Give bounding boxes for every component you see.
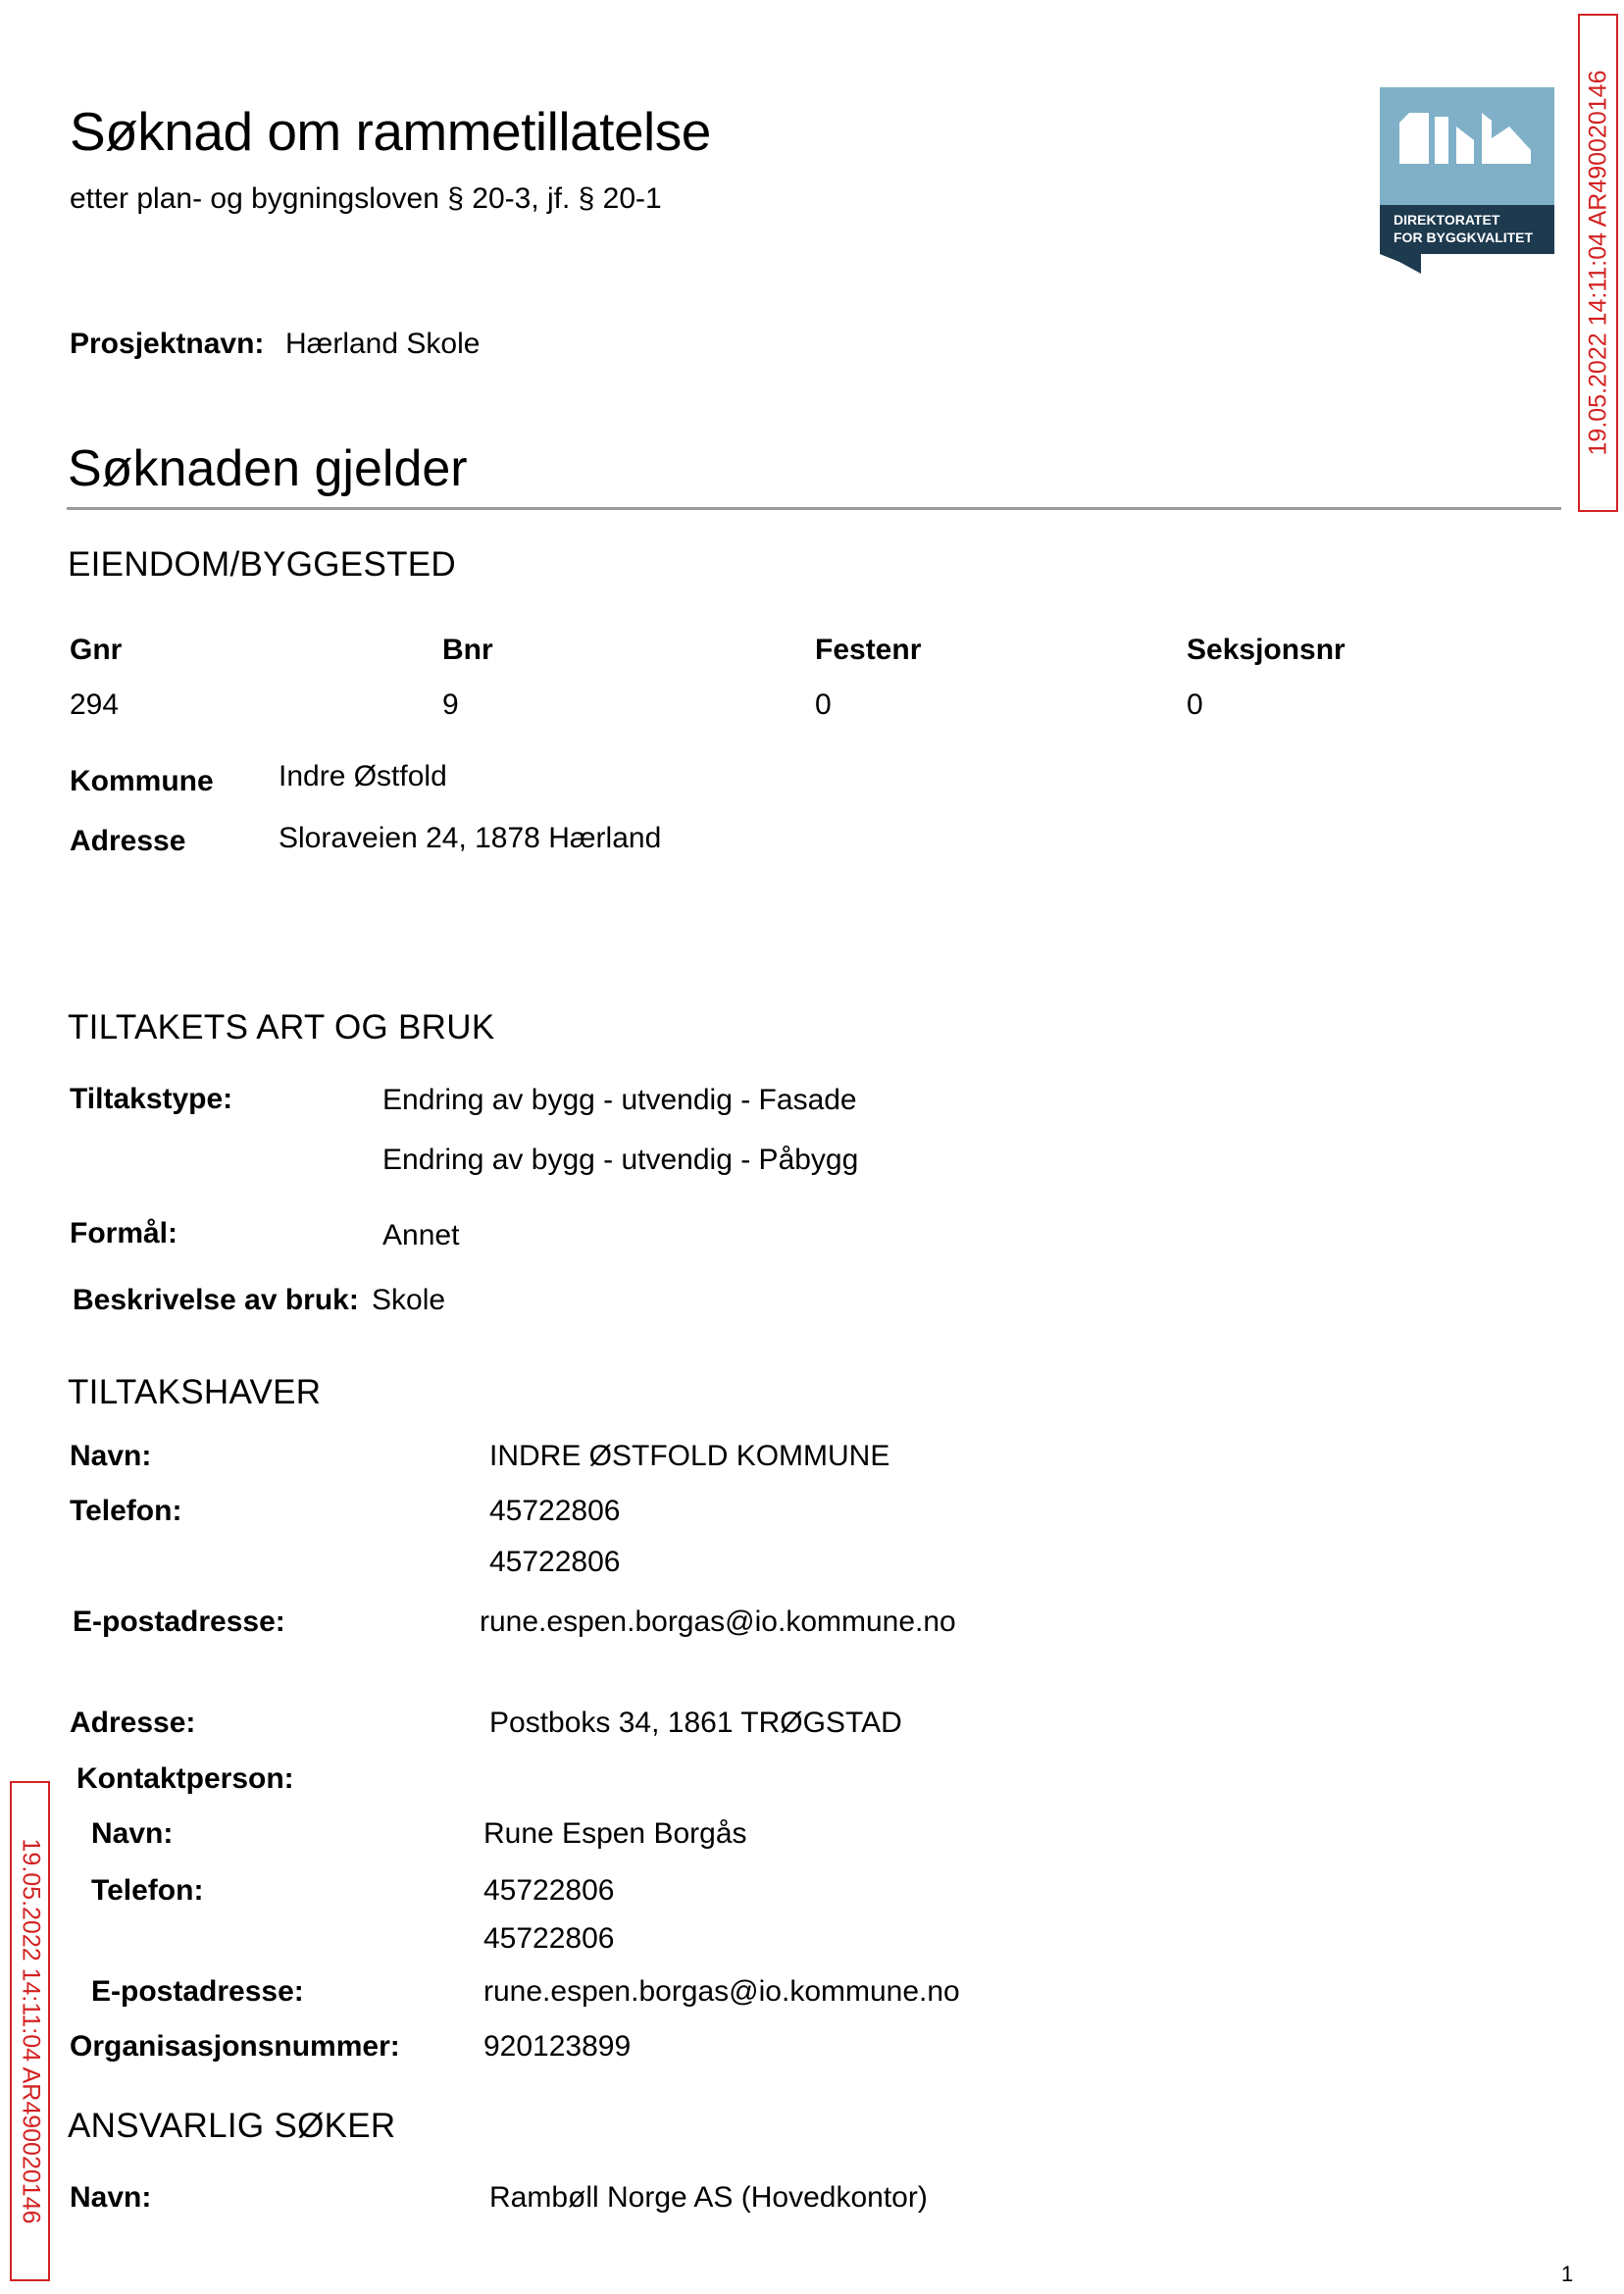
bruk-value: Skole — [372, 1284, 446, 1316]
tiltakshaver-telefon-value-2: 45722806 — [489, 1546, 621, 1578]
document-subtitle: etter plan- og bygningsloven § 20-3, jf. § 20-1 — [70, 182, 662, 215]
kontakt-telefon-value-1: 45722806 — [483, 1874, 615, 1907]
document-title: Søknad om rammetillatelse — [70, 101, 711, 162]
tiltakshaver-navn-value: INDRE ØSTFOLD KOMMUNE — [489, 1440, 890, 1472]
bnr-value: 9 — [442, 688, 459, 721]
ansvarlig-navn-label: Navn: — [70, 2181, 152, 2214]
dibk-logo — [1380, 87, 1554, 275]
project-label: Prosjektnavn: — [70, 328, 265, 360]
ansvarlig-heading: ANSVARLIG SØKER — [68, 2107, 396, 2145]
kontakt-navn-label: Navn: — [91, 1817, 174, 1850]
formal-label: Formål: — [70, 1217, 178, 1249]
tiltakstype-label: Tiltakstype: — [70, 1083, 233, 1115]
festenr-label: Festenr — [815, 634, 922, 666]
seksjonsnr-value: 0 — [1187, 688, 1203, 721]
kontakt-epost-value: rune.espen.borgas@io.kommune.no — [483, 1975, 960, 2008]
kommune-label: Kommune — [70, 765, 214, 797]
date-stamp-bottom — [10, 1781, 50, 2281]
stamp-text: 19.05.2022 14:11:04 AR490020146 — [1584, 70, 1611, 456]
logo-text-line2: FOR BYGGKVALITET — [1394, 229, 1534, 245]
tiltakstype-value-2: Endring av bygg - utvendig - Påbygg — [382, 1144, 859, 1176]
page-number: 1 — [1561, 2262, 1574, 2286]
kommune-value: Indre Østfold — [279, 760, 447, 792]
tiltakshaver-adresse-label: Adresse: — [70, 1707, 196, 1739]
tiltak-heading: TILTAKETS ART OG BRUK — [68, 1008, 495, 1046]
date-stamp-top — [1578, 14, 1618, 512]
stamp-text: 19.05.2022 14:11:04 AR490020146 — [17, 1838, 44, 2224]
project-value: Hærland Skole — [285, 328, 481, 360]
kontakt-telefon-label: Telefon: — [91, 1874, 204, 1907]
formal-value: Annet — [382, 1219, 460, 1251]
eiendom-heading: EIENDOM/BYGGESTED — [68, 545, 456, 584]
dibk-logo-icon — [1380, 87, 1554, 275]
adresse-label: Adresse — [70, 825, 186, 857]
section-divider — [67, 507, 1561, 510]
tiltakshaver-heading: TILTAKSHAVER — [68, 1373, 322, 1411]
kontaktperson-label: Kontaktperson: — [76, 1762, 294, 1795]
seksjonsnr-label: Seksjonsnr — [1187, 634, 1345, 666]
tiltakshaver-navn-label: Navn: — [70, 1440, 152, 1472]
gnr-label: Gnr — [70, 634, 123, 666]
logo-text-line1: DIREKTORATET — [1394, 212, 1500, 228]
section-heading: Søknaden gjelder — [68, 440, 468, 497]
festenr-value: 0 — [815, 688, 832, 721]
tiltakshaver-epost-label: E-postadresse: — [73, 1606, 285, 1638]
kontakt-navn-value: Rune Espen Borgås — [483, 1817, 747, 1850]
tiltakshaver-adresse-value: Postboks 34, 1861 TRØGSTAD — [489, 1707, 902, 1739]
bruk-label: Beskrivelse av bruk: — [73, 1284, 359, 1316]
adresse-value: Sloraveien 24, 1878 Hærland — [279, 822, 662, 854]
tiltakshaver-telefon-value-1: 45722806 — [489, 1495, 621, 1527]
kontakt-telefon-value-2: 45722806 — [483, 1922, 615, 1955]
orgnr-label: Organisasjonsnummer: — [70, 2030, 400, 2063]
gnr-value: 294 — [70, 688, 120, 721]
ansvarlig-navn-value: Rambøll Norge AS (Hovedkontor) — [489, 2181, 928, 2214]
tiltakshaver-epost-value: rune.espen.borgas@io.kommune.no — [480, 1606, 956, 1638]
tiltakstype-value-1: Endring av bygg - utvendig - Fasade — [382, 1084, 857, 1116]
bnr-label: Bnr — [442, 634, 493, 666]
orgnr-value: 920123899 — [483, 2030, 632, 2063]
kontakt-epost-label: E-postadresse: — [91, 1975, 304, 2008]
tiltakshaver-telefon-label: Telefon: — [70, 1495, 182, 1527]
